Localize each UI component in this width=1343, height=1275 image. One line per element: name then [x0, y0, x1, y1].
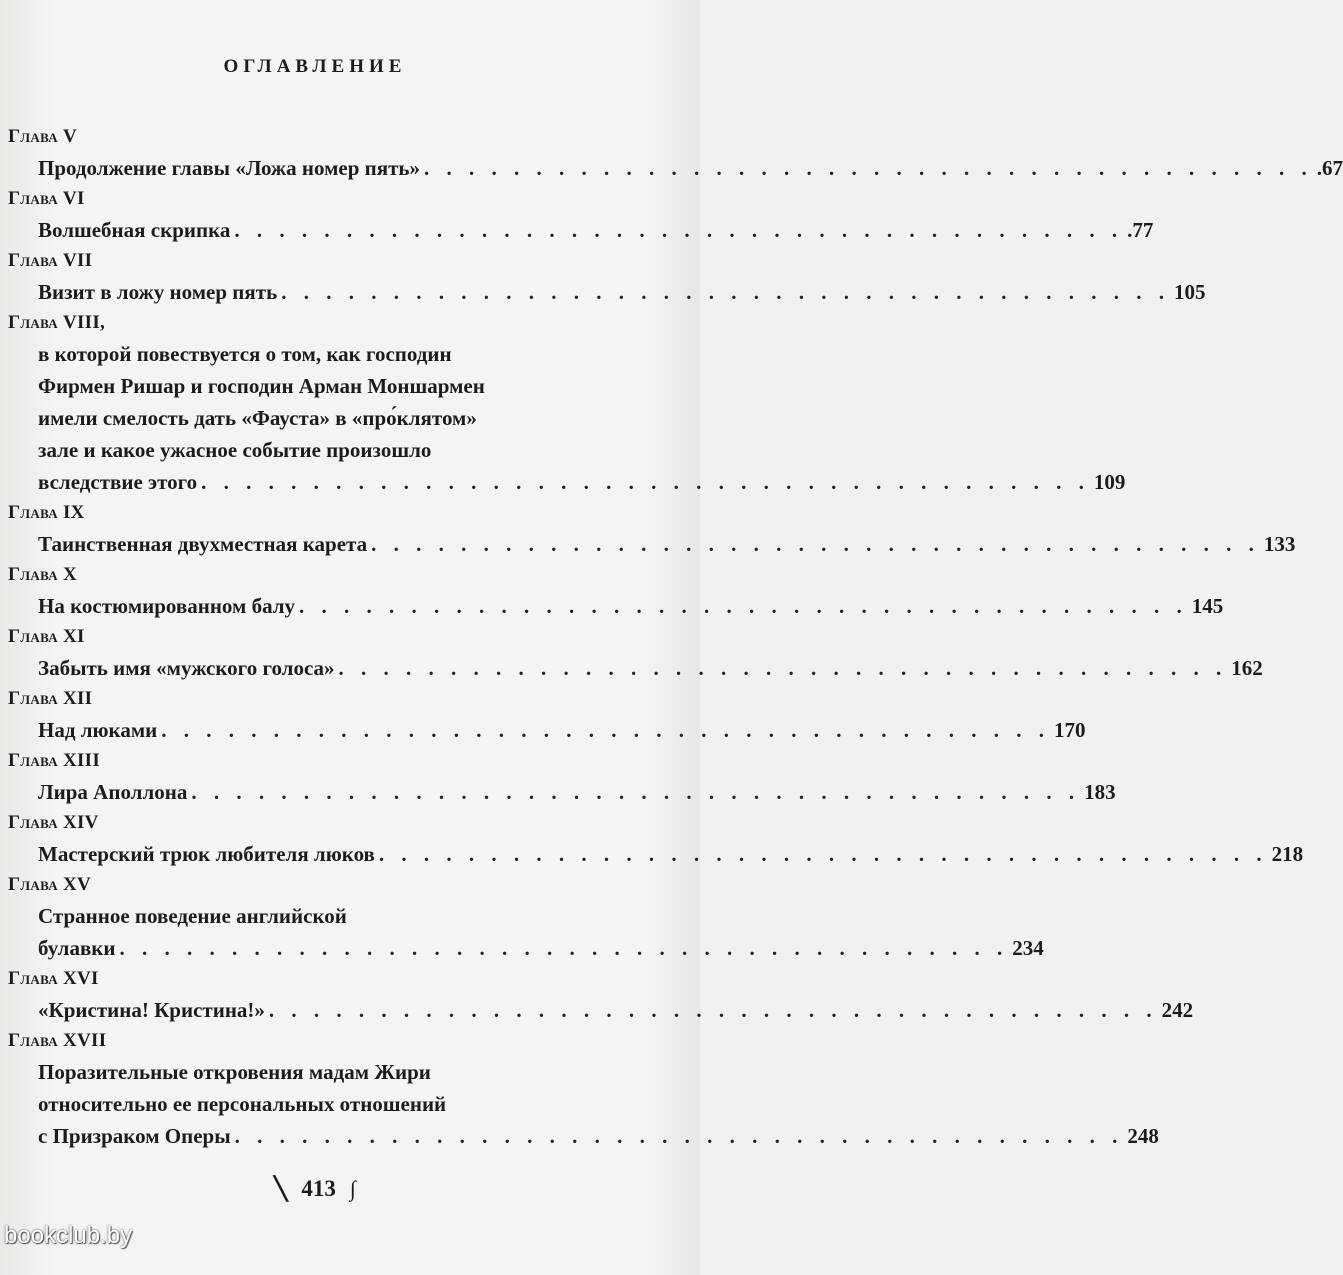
- chapter-title-line: в которой повествуется о том, как господин: [38, 342, 452, 366]
- leader-dots: . . . . . . . . . . . . . . . . . . . . . . . . . . . . . . . . . . . . . . . .: [201, 470, 1090, 494]
- chapter-page-number: .77: [1127, 218, 1154, 242]
- chapter-heading: Глава XVI: [8, 968, 99, 989]
- chapter-page-number: 170: [1053, 718, 1086, 742]
- chapter-title: булавки: [38, 936, 116, 960]
- leader-dots: . . . . . . . . . . . . . . . . . . . . . . . . . . . . . . . . . . . . . . . .: [299, 594, 1188, 618]
- chapter-heading: Глава XV: [8, 874, 91, 895]
- chapter-heading: Глава XIII: [8, 750, 101, 771]
- chapter-title: Мастерский трюк любителя люков: [38, 842, 375, 866]
- chapter-page-number: .67: [1316, 156, 1343, 180]
- chapter-title: с Призраком Оперы: [38, 1124, 231, 1148]
- chapter-title: Волшебная скрипка: [38, 218, 231, 242]
- chapter-title: вследствие этого: [38, 470, 198, 494]
- chapter-title: Визит в ложу номер пять: [38, 280, 278, 304]
- leader-dots: . . . . . . . . . . . . . . . . . . . . . . . . . . . . . . . . . . . . . . . .: [338, 656, 1228, 680]
- chapter-entry: [38, 652, 1263, 684]
- chapter-title-last-line: [38, 590, 1224, 622]
- leader-dots: . . . . . . . . . . . . . . . . . . . . . . . . . . . . . . . . . . . . . . . .: [281, 280, 1170, 304]
- chapter-title-line: Фирмен Ришар и господин Арман Моншармен: [38, 374, 485, 398]
- chapter-entry: [38, 152, 1343, 184]
- chapter-title: Над люками: [38, 718, 158, 742]
- chapter-entry: [38, 528, 1296, 560]
- chapter-title-last-line: [38, 776, 1116, 808]
- chapter-title-last-line: [38, 932, 1044, 964]
- leader-dots: . . . . . . . . . . . . . . . . . . . . . . . . . . . . . . . . . . . . . . . .: [424, 156, 1313, 180]
- ornament-right-icon: ∫: [349, 1176, 356, 1201]
- leader-dots: . . . . . . . . . . . . . . . . . . . . . . . . . . . . . . . . . . . . . . . .: [119, 936, 1009, 960]
- ornament-left-icon: ╲: [274, 1176, 288, 1201]
- chapter-page-number: 242: [1161, 998, 1194, 1022]
- chapter-title-last-line: [38, 152, 1343, 184]
- chapter-heading: Глава VII: [8, 250, 93, 271]
- chapter-page-number: 248: [1127, 1124, 1159, 1148]
- chapter-title-last-line: [38, 714, 1086, 746]
- leader-dots: . . . . . . . . . . . . . . . . . . . . . . . . . . . . . . . . . . . . . . . .: [161, 718, 1050, 742]
- chapter-title-last-line: [38, 1120, 1159, 1152]
- page-number: 413: [301, 1176, 336, 1201]
- page-title: ОГЛАВЛЕНИЕ: [223, 56, 407, 77]
- chapter-title-line: Странное поведение английской: [38, 904, 347, 928]
- chapter-heading: Глава VIII,: [8, 312, 106, 333]
- chapter-heading: Глава V: [8, 126, 77, 147]
- chapter-title: Продолжение главы «Ложа номер пять»: [38, 156, 421, 180]
- leader-dots: . . . . . . . . . . . . . . . . . . . . . . . . . . . . . . . . . . . . . . . .: [191, 780, 1081, 804]
- chapter-heading: Глава IX: [8, 502, 85, 523]
- chapter-page-number: 133: [1263, 532, 1296, 556]
- chapter-entry: [38, 590, 1224, 622]
- chapter-heading: Глава XIV: [8, 812, 99, 833]
- chapter-title-line: относительно ее персональных отношений: [38, 1092, 447, 1116]
- chapter-title: На костюмированном балу: [38, 594, 296, 618]
- leader-dots: . . . . . . . . . . . . . . . . . . . . . . . . . . . . . . . . . . . . . . . .: [371, 532, 1260, 556]
- chapter-title-last-line: [38, 528, 1296, 560]
- chapter-title-line: Поразительные откровения мадам Жири: [38, 1060, 431, 1084]
- watermark: bookclub.by: [4, 1222, 133, 1249]
- chapter-heading: Глава XII: [8, 688, 93, 709]
- chapter-entry: [38, 838, 1304, 870]
- chapter-entry: [38, 776, 1116, 808]
- page-footer: [0, 1176, 630, 1202]
- chapter-title-last-line: [38, 214, 1154, 246]
- chapter-heading: Глава XI: [8, 626, 85, 647]
- chapter-heading: Глава VI: [8, 188, 85, 209]
- chapter-page-number: 145: [1191, 594, 1224, 618]
- chapter-heading: Глава X: [8, 564, 77, 585]
- chapter-title: Забыть имя «мужского голоса»: [38, 656, 335, 680]
- chapter-page-number: 162: [1231, 656, 1263, 680]
- chapter-title-last-line: [38, 652, 1263, 684]
- chapter-title-line: имели смелость дать «Фауста» в «про́клятом»: [38, 406, 477, 430]
- chapter-title: «Кристина! Кристина!»: [38, 998, 265, 1022]
- chapter-heading: Глава XVII: [8, 1030, 107, 1051]
- leader-dots: . . . . . . . . . . . . . . . . . . . . . . . . . . . . . . . . . . . . . . . .: [234, 1124, 1124, 1148]
- chapter-title-last-line: [38, 994, 1194, 1026]
- chapter-page-number: 218: [1271, 842, 1304, 866]
- chapter-title: Лира Аполлона: [38, 780, 188, 804]
- leader-dots: . . . . . . . . . . . . . . . . . . . . . . . . . . . . . . . . . . . . . . . .: [234, 218, 1124, 242]
- chapter-page-number: 105: [1173, 280, 1206, 304]
- chapter-entry: [38, 214, 1154, 246]
- chapter-page-number: 109: [1093, 470, 1126, 494]
- leader-dots: . . . . . . . . . . . . . . . . . . . . . . . . . . . . . . . . . . . . . . . .: [378, 842, 1268, 866]
- table-of-contents: [8, 122, 1343, 1152]
- chapter-title-line: зале и какое ужасное событие произошло: [38, 438, 432, 462]
- chapter-page-number: 234: [1012, 936, 1044, 960]
- chapter-page-number: 183: [1084, 780, 1116, 804]
- chapter-entry: [38, 994, 1194, 1026]
- chapter-title-last-line: [38, 276, 1206, 308]
- chapter-entry: [38, 1056, 1159, 1152]
- chapter-entry: [38, 714, 1086, 746]
- chapter-entry: [38, 338, 1126, 498]
- chapter-entry: [38, 900, 1044, 964]
- chapter-title-last-line: [38, 838, 1304, 870]
- chapter-entry: [38, 276, 1206, 308]
- leader-dots: . . . . . . . . . . . . . . . . . . . . . . . . . . . . . . . . . . . . . . . .: [268, 998, 1158, 1022]
- chapter-title: Таинственная двухместная карета: [38, 532, 368, 556]
- chapter-title-last-line: [38, 466, 1126, 498]
